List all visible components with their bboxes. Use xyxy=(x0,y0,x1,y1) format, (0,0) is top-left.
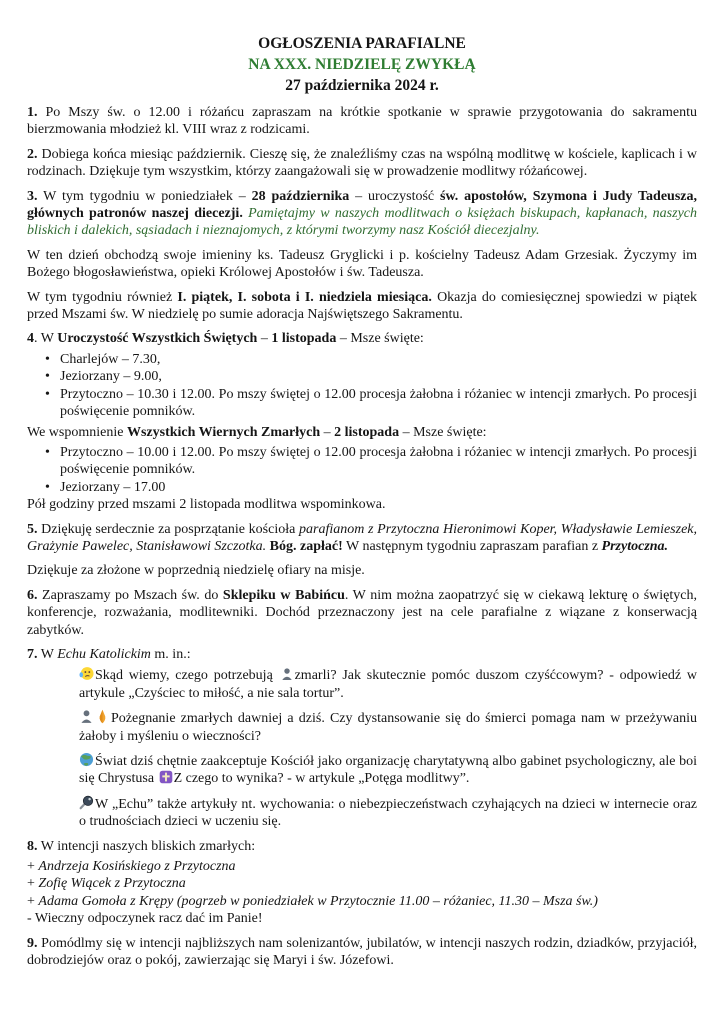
paragraph-7-echo xyxy=(27,646,697,663)
cross-prefix: + xyxy=(27,876,39,892)
deceased-line xyxy=(27,875,697,892)
paragraph-1-text: Po Mszy św. o 12.00 i różańcu zapraszam na krótkie spotkanie w sprawie przygotowania do sakramentu bierzmowania młodzież kl. VIII wraz z rodzicami. xyxy=(27,105,697,138)
deceased-intro-text: W intencji naszych bliskich zmarłych: xyxy=(37,838,256,854)
shop-invite-text: Zapraszamy po Mszach św. do xyxy=(37,587,223,603)
eternal-rest-line: - Wieczny odpoczynek racz dać im Panie! xyxy=(27,911,263,927)
echo-item-2-text: Pożegnanie zmarłych dawniej a dziś. Czy dystansowanie się do śmierci pomaga nam w przeżywaniu żałoby i myśleniu o wieczności? xyxy=(79,711,697,744)
echo-item-3-text2: Z czego to wynika? - w artykule „Potęga modlitwy”. xyxy=(173,771,470,787)
paragraph-4-all-saints xyxy=(27,330,697,347)
document-title: OGŁOSZENIA PARAFIALNE xyxy=(258,35,466,52)
village-name-bold-italic: Przytoczna. xyxy=(601,538,669,554)
feast-date-bold: 28 października xyxy=(251,188,350,204)
november-2-bold: 2 listopada xyxy=(334,424,400,440)
magnifying-glass-icon xyxy=(79,795,94,810)
mass-time-item: • Przytoczno – 10.00 i 12.00. Po mszy świętej o 12.00 procesja żałobna i różaniec w intencji zmarłych. Po procesji poświęcenie pomników. xyxy=(43,444,697,479)
person-silhouette-icon xyxy=(79,709,94,724)
all-souls-dash: – xyxy=(320,424,335,440)
paragraph-9-prayer xyxy=(27,935,697,970)
cross-prefix: + xyxy=(27,893,39,909)
echo-article-item-4 xyxy=(79,795,697,831)
paragraph-8-number: 8. xyxy=(27,838,38,854)
paragraph-4-text1: . W xyxy=(34,331,58,347)
paragraph-3-number: 3. xyxy=(27,188,38,204)
echo-article-item-2 xyxy=(79,709,697,745)
paragraph-5b-offerings xyxy=(27,562,697,579)
paragraph-3c-first-friday xyxy=(27,289,697,324)
echo-item-4-text: W „Echu” także artykuły nt. wychowania: o niebezpieczeństwach czyhających na dzieci w internecie oraz o trudnościach dzieci w uczeniu się. xyxy=(79,796,697,830)
first-friday-text2: Okazja do comiesięcznej spowiedzi w piątek przed Mszami św. W niedzielę po sumie adoracja Najświętszego Sakramentu. xyxy=(27,289,698,323)
paragraph-4-text3: – Msze święte: xyxy=(336,331,424,347)
all-saints-mass-list xyxy=(27,351,697,421)
mass-time-item: • Jeziorzany – 17.00 xyxy=(43,479,697,496)
deceased-name-italic: Zofię Wiącek z Przytoczna xyxy=(38,876,186,892)
sunday-subtitle: NA XXX. NIEDZIELĘ ZWYKŁĄ xyxy=(248,56,476,73)
prayer-intentions-text: Pomódlmy się w intencji najbliższych nam solenizantów, jubilatów, w intencji naszych rodzin, dziadków, przyjaciół, dobrodziejów oraz o pokój, zawierzając się Maryi i św. Józefowi. xyxy=(27,935,697,969)
deceased-line xyxy=(27,893,697,910)
deceased-name-italic: Adama Gomoła z Krępy (pogrzeb w poniedziałek w Przytocznie 11.00 – różaniec, 11.30 – Msza św.) xyxy=(38,893,598,909)
all-saints-bold: Uroczystość Wszystkich Świętych xyxy=(57,331,258,347)
echo-intro-text2: m. in.: xyxy=(150,646,191,662)
sad-sweat-face-icon xyxy=(79,666,94,681)
paragraph-3b-namedays xyxy=(27,247,697,282)
remembrance-prayer-note: Pół godziny przed mszami 2 listopada modlitwa wspominkowa. xyxy=(27,497,386,513)
document-header xyxy=(27,33,697,96)
next-week-text: W następnym tygodniu zapraszam parafian z xyxy=(342,538,602,554)
paragraph-7-number: 7. xyxy=(27,646,38,662)
missions-offerings-text: Dziękuje za złożone w poprzednią niedzielę ofiary na misje. xyxy=(27,563,365,579)
prayer-reminder-italic: Pamiętajmy w naszych modlitwach o księżach biskupach, kapłanach, naszych bliskich i dalekich, sąsiadach i nieznajomych, z którymi tworzymy nasz Kościół diecezjalny. xyxy=(27,206,697,239)
mass-time-item: • Jeziorzany – 9.00, xyxy=(43,368,697,385)
globe-icon xyxy=(79,752,94,767)
paragraph-5-thanks xyxy=(27,521,697,556)
paragraph-8-deceased xyxy=(27,838,697,855)
deceased-line xyxy=(27,858,697,875)
paragraph-1 xyxy=(27,104,697,139)
date-line: 27 października 2024 r. xyxy=(285,77,439,94)
person-silhouette-icon xyxy=(280,667,294,681)
paragraph-4b-all-souls xyxy=(27,424,697,441)
shop-name-bold: Sklepiku w Babińcu xyxy=(222,587,345,603)
echo-item-3-text1: Świat dziś chętnie zaakceptuje Kościół jako organizację charytatywną albo gabinet psychologiczny, ale boi się Chrystusa xyxy=(79,754,697,787)
praying-hands-icon xyxy=(95,709,110,724)
first-friday-text1: W tym tygodniu również xyxy=(27,289,178,305)
latin-cross-badge-icon xyxy=(159,770,173,784)
paragraph-6-shop xyxy=(27,587,697,639)
paragraph-2 xyxy=(27,146,697,181)
paragraph-3 xyxy=(27,188,697,240)
all-souls-mass-list xyxy=(27,444,697,496)
paragraph-5-number: 5. xyxy=(27,521,38,537)
echo-item-1-text2: zmarli? Jak skutecznie pomóc duszom czyśćcowym? - odpowiedź w artykule „Czyściec to miłość, a nie sala tortur”. xyxy=(79,668,698,701)
paragraph-1-number: 1. xyxy=(27,105,38,120)
first-days-bold: I. piątek, I. sobota i I. niedziela miesiąca. xyxy=(177,289,432,305)
all-souls-text3: – Msze święte: xyxy=(399,424,487,440)
mass-time-item: • Charlejów – 7.30, xyxy=(43,351,697,368)
paragraph-3-text: W tym tygodniu w poniedziałek – xyxy=(37,188,252,204)
cleaning-thanks-text: Dziękuję serdecznie za posprzątanie kościoła xyxy=(37,521,300,537)
paragraph-4-dash: – xyxy=(257,331,272,347)
echo-article-item-3 xyxy=(79,752,697,788)
paragraph-6-number: 6. xyxy=(27,587,38,603)
parishioners-names-italic: parafianom z Przytoczna Hieronimowi Koper, Władysławie Lemieszek, Grażynie Pawelec, Stanisławowi Szczotka. xyxy=(27,521,697,554)
echo-article-item-1 xyxy=(79,666,697,702)
paragraph-4-number: 4 xyxy=(27,331,34,347)
echo-item-1-text1: Skąd wiemy, czego potrzebują xyxy=(95,668,279,684)
november-1-bold: 1 listopada xyxy=(271,331,337,347)
shop-details-text: . W nim można zaopatrzyć się w ciekawą lekturę o świętych, konferencje, rozważania, modlitewniki. Dochód przeznaczony jest na cele parafialne z wiązane z konserwacją zabytków. xyxy=(27,587,697,638)
echo-title-italic: Echu Katolickim xyxy=(57,646,151,662)
paragraph-2-number: 2. xyxy=(27,146,38,162)
god-repay-bold: Bóg. zapłać! xyxy=(266,538,343,554)
all-souls-bold: Wszystkich Wiernych Zmarłych xyxy=(126,424,321,440)
all-souls-text1: We wspomnienie xyxy=(27,424,127,440)
deceased-name-italic: Andrzeja Kosińskiego z Przytoczna xyxy=(38,859,236,875)
namedays-text: W ten dzień obchodzą swoje imieniny ks. Tadeusz Gryglicki i p. kościelny Tadeusz Adam Grzesiak. Życzymy im Bożego błogosławieństwa, opieki Królowej Apostołów i św. Tadeusza. xyxy=(27,247,697,281)
patrons-bold: św. apostołów, Szymona i Judy Tadeusza, głównych patronów naszej diecezji. xyxy=(27,188,698,222)
paragraph-3-text2: – uroczystość xyxy=(349,188,441,204)
paragraph-2-text: Dobiega końca miesiąc październik. Cieszę się, że znaleźliśmy czas na wspólną modlitwę w kościele, kaplicach i w rodzinach. Dziękuje tym wszystkim, którzy zaangażowali się w prowadzenie modlitwy różańcowej. xyxy=(27,146,697,180)
echo-intro-text1: W xyxy=(37,646,58,662)
paragraph-9-number: 9. xyxy=(27,935,38,951)
mass-time-item: • Przytoczno – 10.30 i 12.00. Po mszy świętej o 12.00 procesja żałobna i różaniec w intencji zmarłych. Po procesji poświęcenie pomników. xyxy=(43,386,697,421)
cross-prefix: + xyxy=(27,859,39,875)
